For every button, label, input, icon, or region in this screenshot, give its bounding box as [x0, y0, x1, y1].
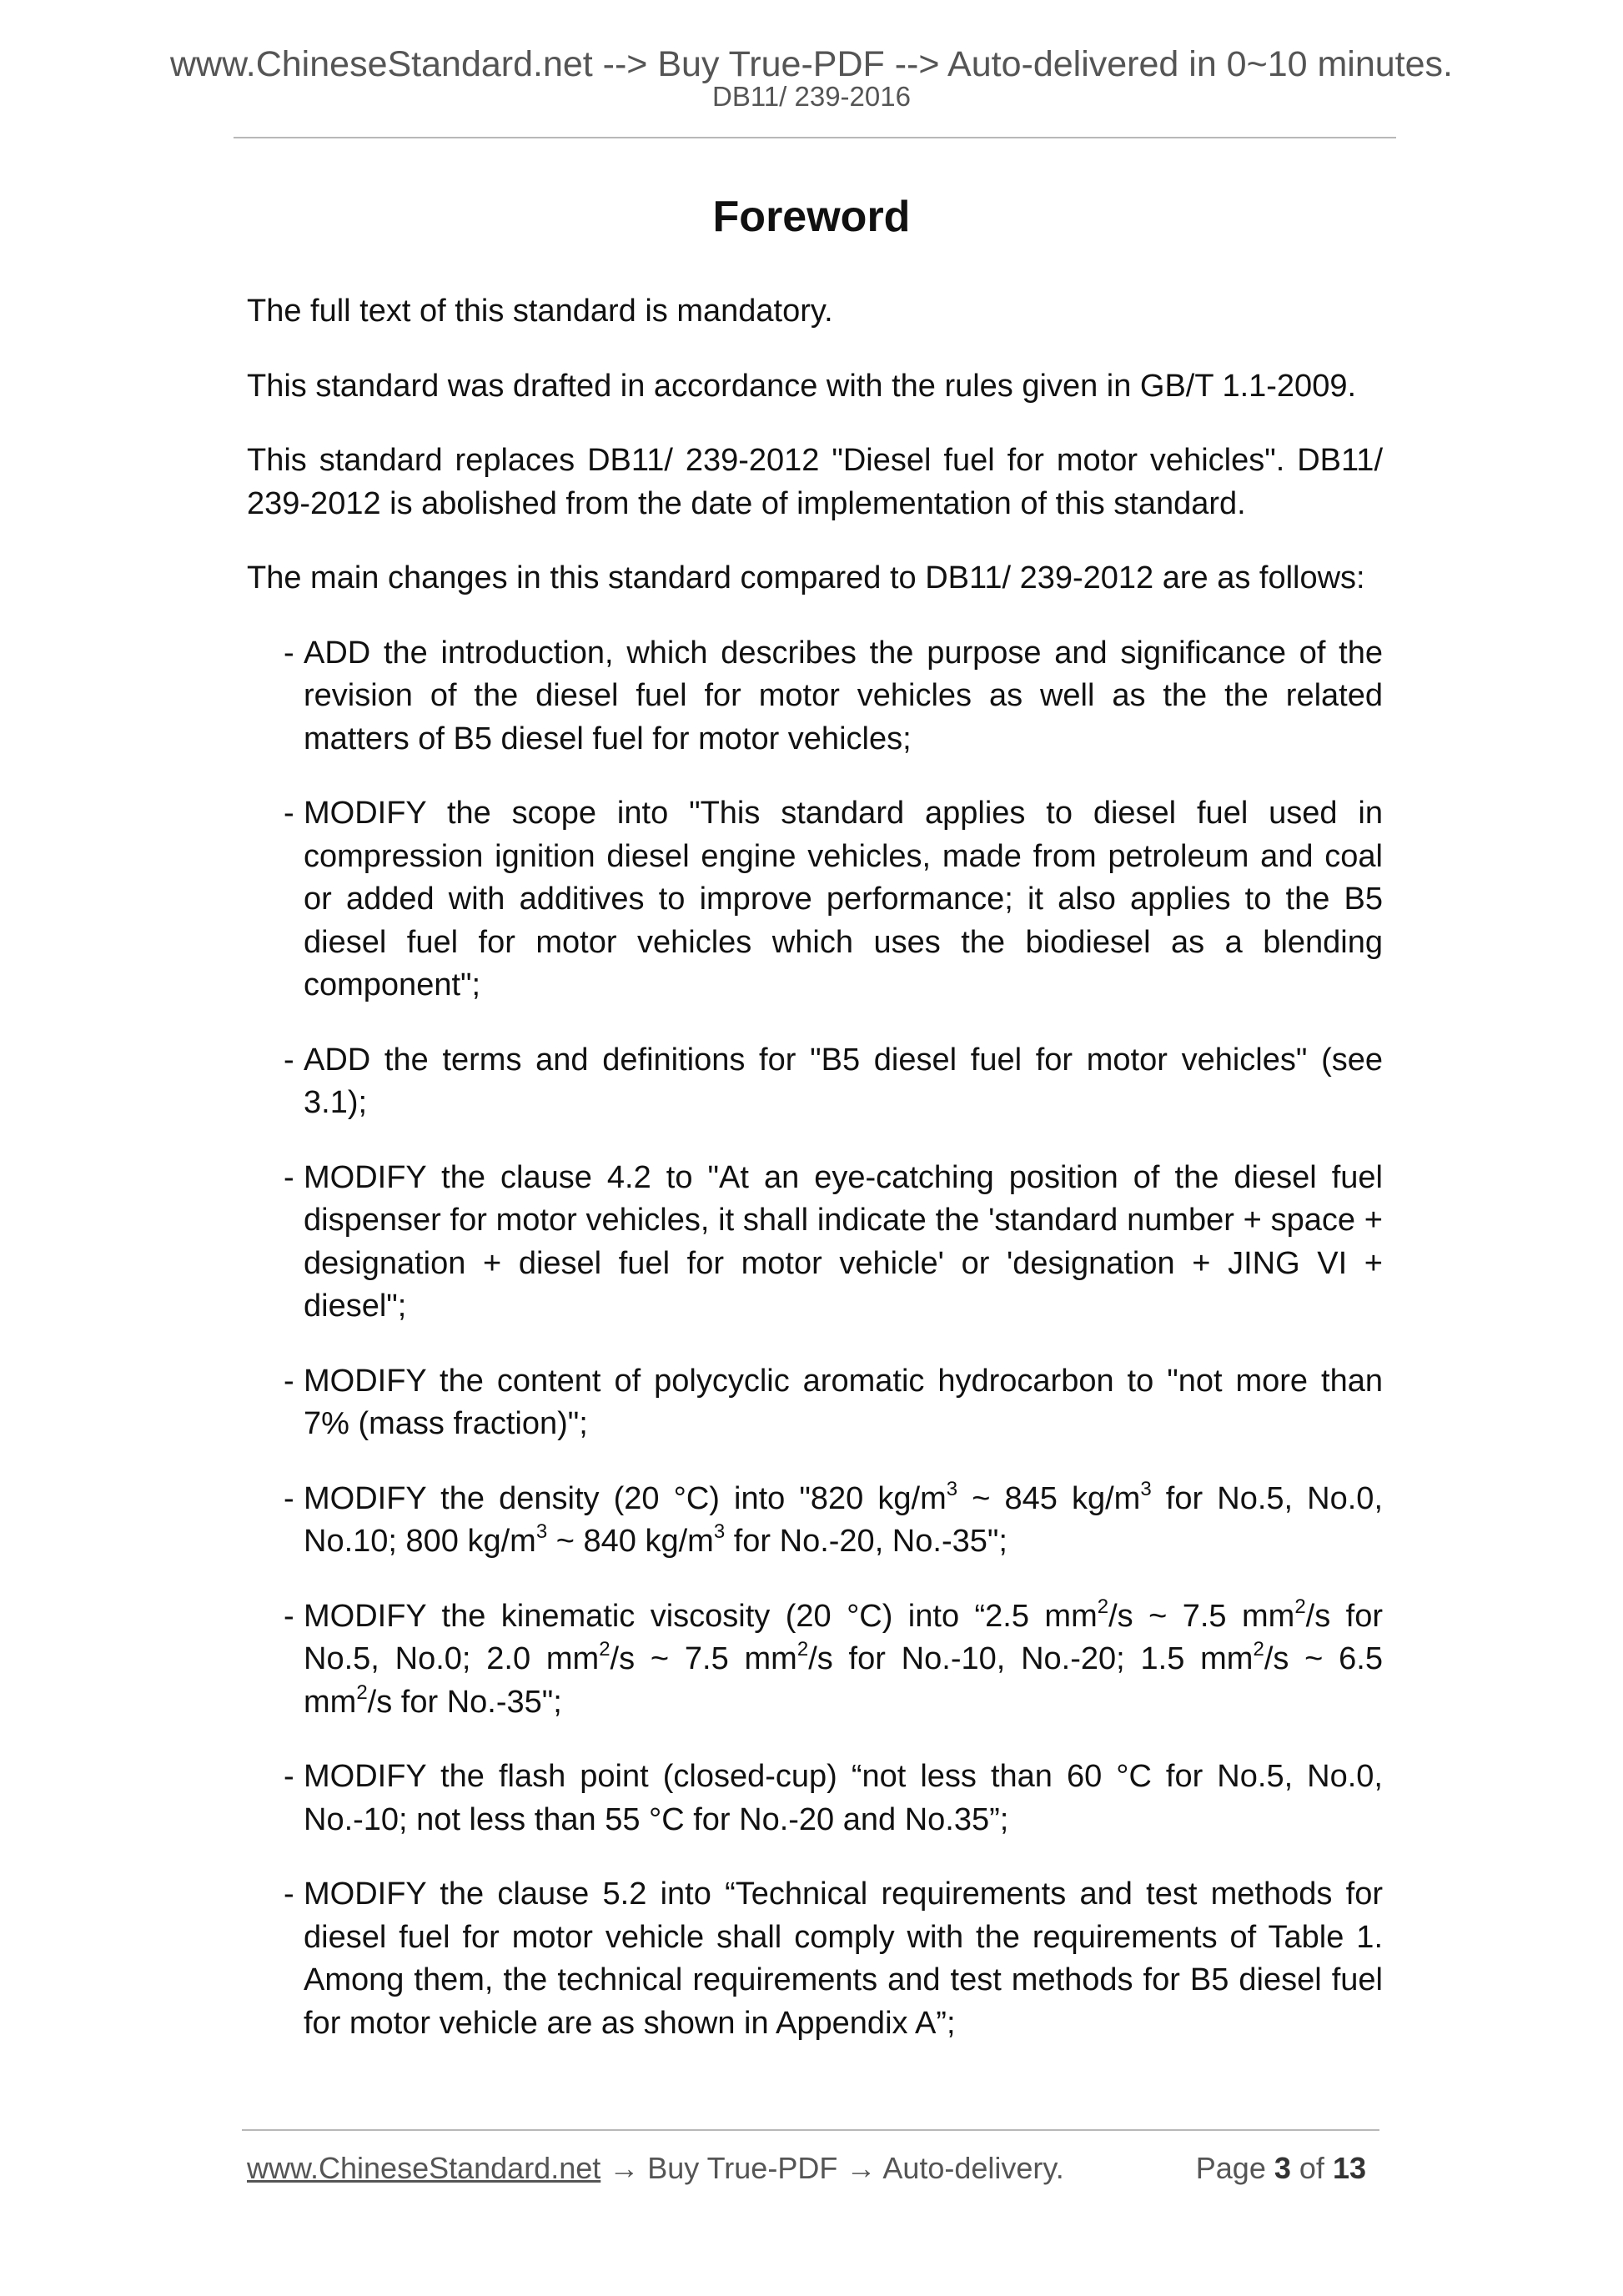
paragraph-drafting-rules: This standard was drafted in accordance with the rules given in GB/T 1.1-2009.	[247, 368, 1357, 404]
text-segment: ~ 840 kg/m	[547, 1524, 714, 1559]
page-of-label: of	[1299, 2151, 1324, 2185]
document-code: DB11/ 239-2016	[712, 81, 911, 112]
text-segment: /s ~ 7.5 mm	[610, 1641, 797, 1676]
list-item	[247, 1873, 1383, 2045]
list-dash: -	[284, 1159, 294, 1195]
list-item	[247, 792, 1383, 1007]
header-divider	[234, 137, 1396, 138]
page-label: Page	[1195, 2151, 1266, 2185]
text-segment: /s for No.5, No.0; 2.0 mm	[304, 1598, 1384, 1676]
paragraph-replacement: This standard replaces DB11/ 239-2012 "Diesel fuel for motor vehicles". DB11/ 239-2012 is abolished from the date of implementation of this standard.	[247, 443, 1383, 521]
paragraph-mandatory: The full text of this standard is mandatory.	[247, 294, 833, 329]
superscript: 3	[1140, 1477, 1152, 1500]
text-segment: for No.-20, No.-35";	[725, 1524, 1007, 1559]
paragraph-changes-intro: The main changes in this standard compared to DB11/ 239-2012 are as follows:	[247, 560, 1365, 595]
text-segment: MODIFY the kinematic viscosity (20 °C) into “2.5 mm	[304, 1598, 1098, 1634]
page-title: Foreword	[712, 193, 911, 241]
text-segment: ~ 845 kg/m	[957, 1480, 1141, 1516]
list-item	[247, 1756, 1383, 1841]
text-segment: MODIFY the density (20 °C) into "820 kg/m	[304, 1480, 947, 1516]
text-segment: /s for No.-35";	[367, 1684, 562, 1720]
list-dash: -	[284, 1598, 294, 1634]
list-item-text	[304, 1595, 1384, 1720]
list-item	[247, 1039, 1383, 1125]
list-item-text: ADD the introduction, which describes the purpose and significance of the revision of the diesel fuel for motor vehicles as well as the the related matters of B5 diesel fuel for motor vehicles;	[304, 635, 1383, 756]
superscript: 3	[946, 1477, 958, 1500]
text-segment: /s ~ 7.5 mm	[1108, 1598, 1295, 1634]
list-dash: -	[284, 1480, 294, 1516]
list-item-text: ADD the terms and definitions for "B5 diesel fuel for motor vehicles" (see 3.1);	[304, 1042, 1383, 1120]
superscript: 2	[599, 1638, 611, 1661]
changes-list	[247, 632, 1383, 2046]
list-item	[247, 632, 1383, 761]
superscript: 2	[1294, 1595, 1306, 1618]
list-dash: -	[284, 1876, 294, 1912]
superscript: 2	[1253, 1638, 1264, 1661]
list-dash: -	[284, 1759, 294, 1794]
footer-divider	[242, 2129, 1379, 2131]
list-item	[247, 1157, 1383, 1329]
page-current: 3	[1274, 2151, 1291, 2185]
superscript: 2	[1097, 1595, 1109, 1618]
list-item	[247, 1595, 1383, 1725]
text-segment: for No.5, No.0, No.10; 800 kg/m	[304, 1480, 1383, 1559]
list-item-text: MODIFY the flash point (closed-cup) “not less than 60 °C for No.5, No.0, No.-10; not less than 55 °C for No.-20 and No.35”;	[304, 1759, 1383, 1837]
list-dash: -	[284, 1363, 294, 1399]
list-item-text: MODIFY the clause 4.2 to "At an eye-catching position of the diesel fuel dispenser for motor vehicles, it shall indicate the 'standard number + space + designation + diesel fuel for motor vehicle' or 'designation + JING VI + diesel";	[304, 1159, 1383, 1324]
list-item	[247, 1360, 1383, 1446]
list-item-text: MODIFY the content of polycyclic aromatic hydrocarbon to "not more than 7% (mass fraction)";	[304, 1363, 1383, 1441]
list-dash: -	[284, 796, 294, 831]
document-body	[247, 290, 1383, 2077]
text-segment: /s for No.-10, No.-20; 1.5 mm	[808, 1641, 1254, 1676]
list-dash: -	[284, 635, 294, 671]
page-total: 13	[1332, 2151, 1366, 2185]
superscript: 2	[796, 1638, 809, 1661]
list-item-text: MODIFY the clause 5.2 into “Technical requirements and test methods for diesel fuel for motor vehicle shall comply with the requirements of Table 1. Among them, the technical requirements and test methods for B5 diesel fuel for motor vehicle are as shown in Appendix A”;	[304, 1876, 1383, 2041]
top-banner: www.ChineseStandard.net --> Buy True-PDF --> Auto-delivered in 0~10 minutes.	[169, 44, 1453, 84]
superscript: 3	[713, 1520, 726, 1544]
footer-promo-text: → Buy True-PDF → Auto-delivery.	[600, 2151, 1064, 2185]
list-item	[247, 1478, 1383, 1564]
list-item-text	[304, 1477, 1383, 1560]
footer-site-link[interactable]: www.ChineseStandard.net	[247, 2151, 601, 2185]
list-item-text: MODIFY the scope into "This standard applies to diesel fuel used in compression ignition diesel engine vehicles, made from petroleum and coal or added with additives to improve performance; it also applies to the B5 diesel fuel for motor vehicles which uses the biodiesel as a blending component";	[304, 796, 1383, 1002]
page-number	[1196, 2148, 1366, 2188]
footer-promo	[247, 2148, 1064, 2188]
page-footer	[247, 2148, 1383, 2188]
list-dash: -	[284, 1042, 294, 1078]
text-segment: /s ~ 6.5 mm	[304, 1641, 1383, 1720]
superscript: 3	[535, 1520, 548, 1544]
superscript: 2	[356, 1681, 368, 1704]
